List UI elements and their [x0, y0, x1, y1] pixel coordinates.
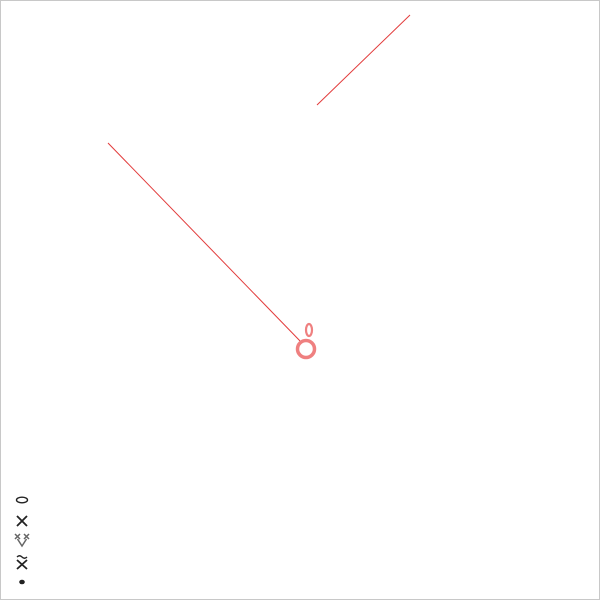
increase-stitch-icon [12, 532, 32, 548]
legend-item-chain [12, 492, 36, 508]
single-crochet-icon [12, 513, 32, 529]
chain-stitch-icon [12, 492, 32, 508]
round-marker-leader-line [317, 15, 410, 105]
reverse-single-crochet-icon [12, 554, 32, 570]
ring-leader-line [108, 143, 302, 343]
legend-item-slip [12, 574, 36, 590]
callouts [108, 15, 410, 343]
magic-ring [298, 324, 315, 358]
legend-item-increase [12, 532, 36, 548]
legend-item-reverse-sc [12, 554, 36, 570]
legend-item-single-crochet [12, 513, 36, 529]
starting-chain-icon [306, 324, 312, 336]
magic-ring-icon [298, 341, 315, 358]
slip-stitch-icon [12, 574, 32, 590]
